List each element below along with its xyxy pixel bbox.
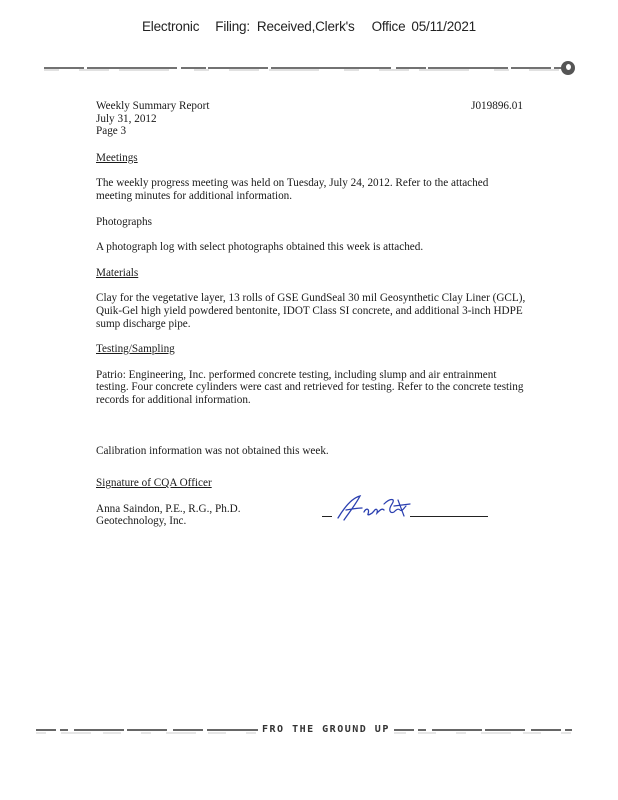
testing-heading: Testing/Sampling: [96, 343, 175, 356]
signature-block: [322, 494, 492, 524]
signature-heading: Signature of CQA Officer: [96, 477, 212, 490]
letterhead-logo-icon: [561, 61, 575, 75]
signatory-company: Geotechnology, Inc.: [96, 515, 187, 528]
materials-text: Clay for the vegetative layer, 13 rolls of GSE GundSeal 30 mil Geosynthetic Clay Liner (GCL), Quik-Gel high yield powdered bentonite, IDOT Class SI concrete, and additional 3-inch HDPE sump discharge pipe.: [96, 292, 526, 330]
stamp-word-electronic: Electronic: [142, 19, 200, 34]
calibration-text: Calibration information was not obtained this week.: [96, 444, 329, 457]
signature-line-right: [410, 516, 488, 517]
report-title: Weekly Summary Report: [96, 100, 210, 112]
signatory-name: Anna Saindon, P.E., R.G., Ph.D.: [96, 502, 241, 515]
project-number: J019896.01: [471, 100, 523, 112]
stamp-word-filing: Filing:: [215, 19, 250, 34]
footer-tagline: FRO THE GROUND UP: [258, 724, 394, 735]
page-number: Page 3: [96, 125, 127, 138]
stamp-word-received: Received,Clerk's: [256, 19, 355, 34]
letterhead-rule: [44, 63, 564, 73]
report-body: [96, 100, 526, 528]
meetings-heading: Meetings: [96, 151, 138, 164]
meetings-text: The weekly progress meeting was held on Tuesday, July 24, 2012. Refer to the attached meeting minutes for additional information.: [96, 177, 489, 202]
stamp-word-office: Office: [371, 19, 406, 34]
handwritten-signature: [334, 494, 414, 522]
report-date: July 31, 2012: [96, 112, 157, 125]
materials-heading: Materials: [96, 266, 139, 279]
testing-text: Patrio: Engineering, Inc. performed concrete testing, including slump and air entrainment testing. Four concrete cylinders were cast and retrieved for testing. Refer to the concrete testing records for additional information.: [96, 368, 524, 406]
photographs-heading: Photographs: [96, 215, 152, 228]
photographs-text: A photograph log with select photographs obtained this week is attached.: [96, 241, 424, 254]
stamp-date: 05/11/2021: [411, 19, 476, 34]
report-header: [96, 100, 526, 138]
filing-stamp: [0, 19, 618, 34]
signature-line-left: [322, 516, 332, 517]
